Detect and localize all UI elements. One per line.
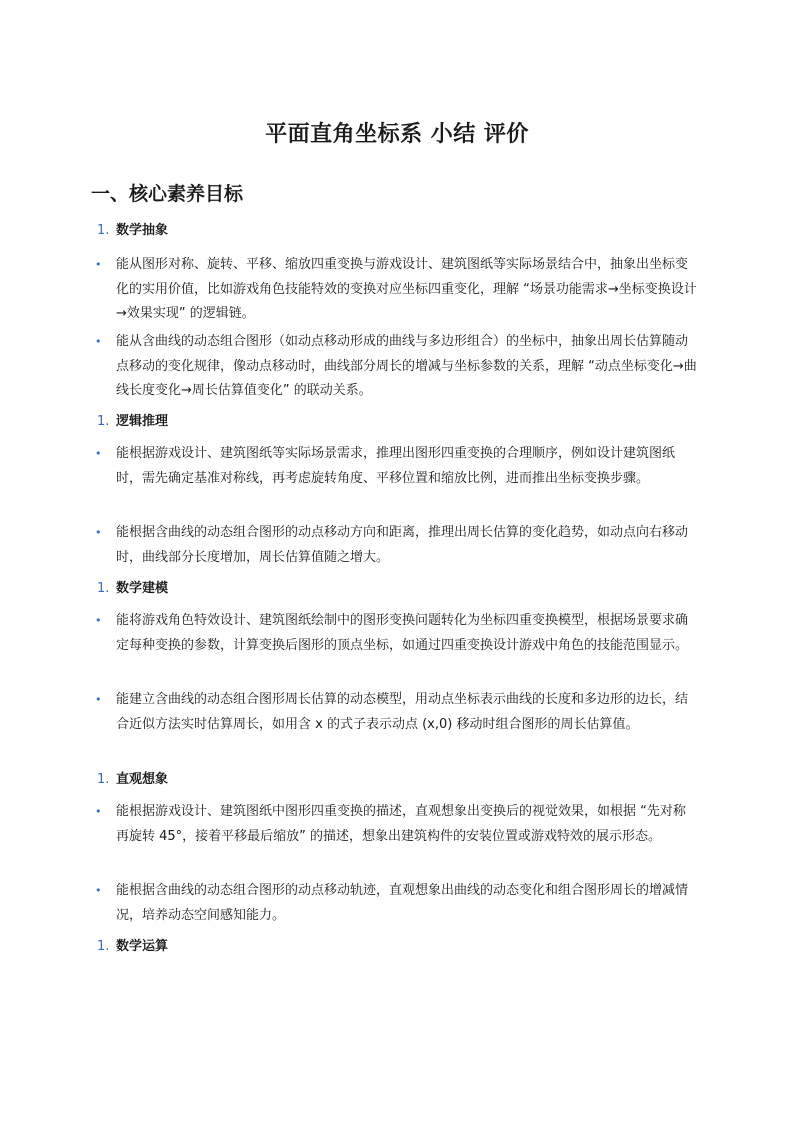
bullet-icon: • — [95, 258, 102, 271]
list-item — [95, 688, 697, 737]
bullet-icon: • — [95, 526, 102, 539]
numbered-item-label: 数学抽象 — [116, 223, 169, 238]
list-item-text: 能从含曲线的动态组合图形（如动点移动形成的曲线与多边形组合）的坐标中，抽象出周长估算随动点移动的变化规律，像动点移动时，曲线部分周长的增减与坐标参数的关系，理解 “动点坐标变化→曲线长度变化→周长估算值变化” 的联动关系。 — [116, 334, 697, 398]
list-number: 1. — [97, 223, 110, 238]
page-title: 平面直角坐标系 小结 评价 — [265, 122, 529, 147]
list-item — [95, 800, 697, 849]
list-number: 1. — [97, 414, 110, 429]
list-item-text: 能根据游戏设计、建筑图纸等实际场景需求，推理出图形四重变换的合理顺序，例如设计建筑图纸时，需先确定基准对称线，再考虑旋转角度、平移位置和缩放比例，进而推出坐标变换步骤。 — [116, 446, 676, 486]
list-item — [95, 521, 697, 570]
numbered-item-math-abstraction — [97, 220, 168, 242]
list-item-text: 能从图形对称、旋转、平移、缩放四重变换与游戏设计、建筑图纸等实际场景结合中，抽象出坐标变化的实用价值，比如游戏角色技能特效的变换对应坐标四重变化，理解 “场景功能需求→坐标变换设计→效果实现” 的逻辑链。 — [116, 257, 697, 321]
list-item — [95, 442, 697, 491]
list-item — [95, 253, 697, 327]
section-heading: 一、核心素养目标 — [91, 183, 244, 205]
list-number: 1. — [97, 581, 110, 596]
list-item — [95, 609, 697, 658]
numbered-item-label: 直观想象 — [116, 772, 169, 787]
list-item-text: 能根据游戏设计、建筑图纸中图形四重变换的描述，直观想象出变换后的视觉效果，如根据 “先对称再旋转 45°，接着平移最后缩放” 的描述，想象出建筑构件的安装位置或游戏特效的展示形态。 — [116, 804, 686, 844]
bullet-icon: • — [95, 447, 102, 460]
list-number: 1. — [97, 772, 110, 787]
numbered-item-math-operation — [97, 936, 168, 958]
bullet-icon: • — [95, 614, 102, 627]
bullet-icon: • — [95, 884, 102, 897]
numbered-item-intuitive-imagination — [97, 769, 168, 791]
numbered-item-label: 数学运算 — [116, 939, 169, 954]
list-number: 1. — [97, 939, 110, 954]
list-item — [95, 330, 697, 404]
numbered-item-label: 逻辑推理 — [116, 414, 169, 429]
numbered-item-label: 数学建模 — [116, 581, 169, 596]
bullet-icon: • — [95, 335, 102, 348]
bullet-icon: • — [95, 805, 102, 818]
list-item — [95, 879, 697, 928]
list-item-text: 能根据含曲线的动态组合图形的动点移动方向和距离，推理出周长估算的变化趋势，如动点向右移动时，曲线部分长度增加，周长估算值随之增大。 — [116, 525, 689, 565]
list-item-text: 能将游戏角色特效设计、建筑图纸绘制中的图形变换问题转化为坐标四重变换模型，根据场景要求确定每种变换的参数，计算变换后图形的顶点坐标，如通过四重变换设计游戏中角色的技能范围显示。 — [116, 613, 689, 653]
list-item-text: 能根据含曲线的动态组合图形的动点移动轨迹，直观想象出曲线的动态变化和组合图形周长的增减情况，培养动态空间感知能力。 — [116, 883, 689, 923]
numbered-item-logical-reasoning — [97, 411, 168, 433]
numbered-item-math-modeling — [97, 578, 168, 600]
bullet-icon: • — [95, 693, 102, 706]
list-item-text: 能建立含曲线的动态组合图形周长估算的动态模型，用动点坐标表示曲线的长度和多边形的边长，结合近似方法实时估算周长，如用含 x 的式子表示动点 (x,0) 移动时组合图形的周长估算值。 — [116, 692, 689, 732]
